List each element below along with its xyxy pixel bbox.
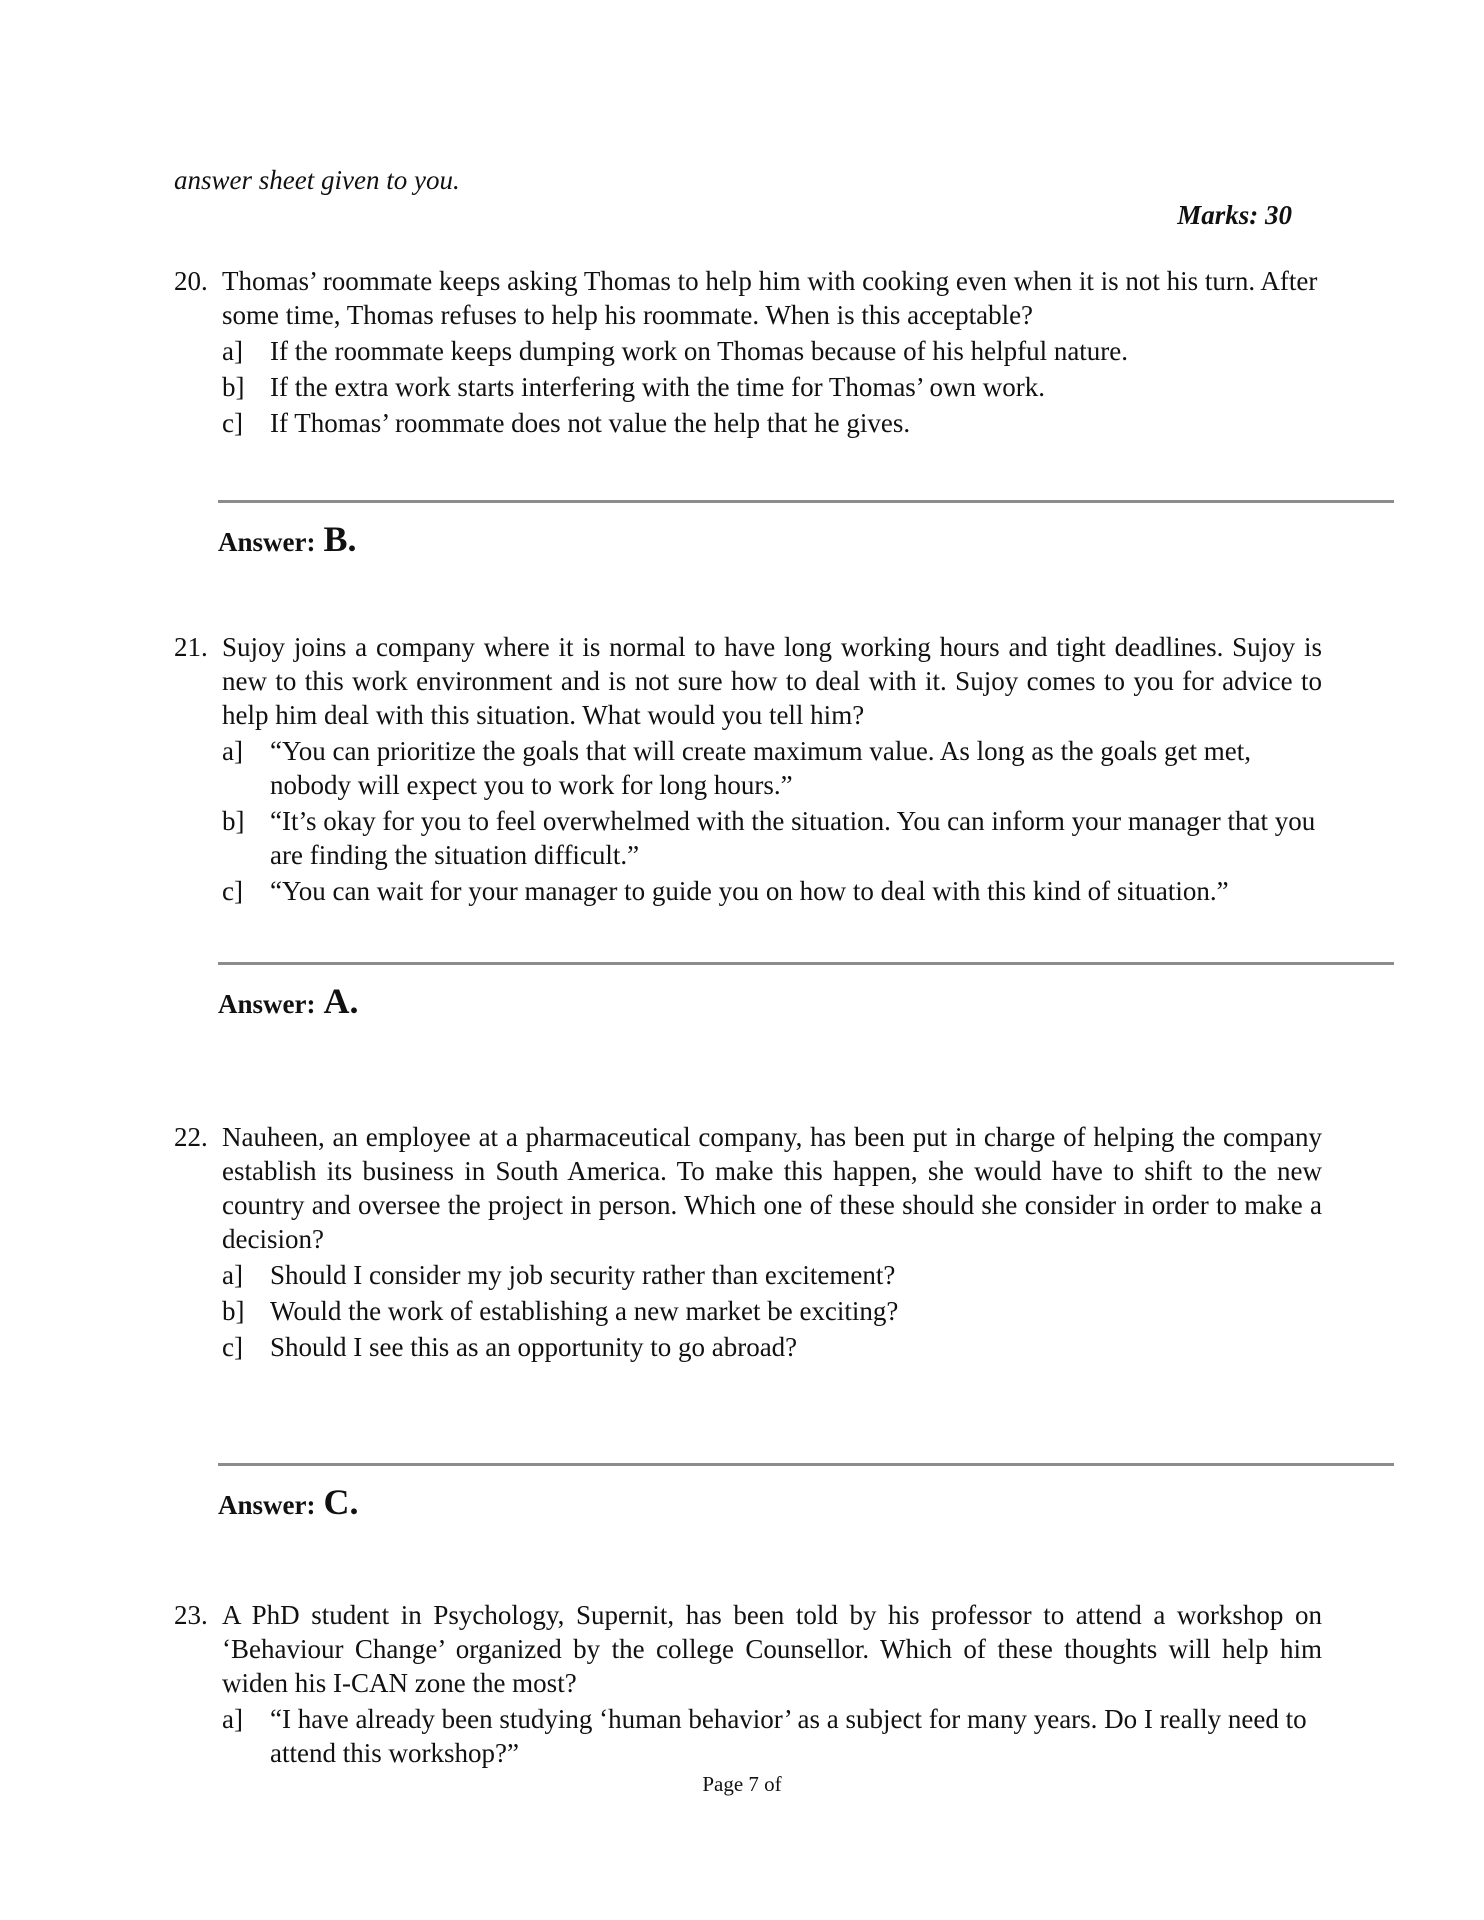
answer-label: Answer: [218, 1490, 316, 1520]
option-letter: b] [222, 372, 245, 402]
question-22 [174, 1120, 1322, 1366]
page-footer: Page 7 of [702, 1772, 782, 1796]
option-text: “You can prioritize the goals that will create maximum value. As long as the goals get met, nobody will expect you to work for long hours.” [270, 736, 1252, 800]
answer-22 [218, 1481, 358, 1523]
answer-value: C. [323, 1482, 359, 1522]
question-text: A PhD student in Psychology, Supernit, has been told by his professor to attend a workshop on ‘Behaviour Change’ organized by the college Counsellor. Which of these thoughts will help him widen his I-CAN zone the most? [222, 1600, 1322, 1698]
answer-label: Answer: [218, 989, 316, 1019]
option-text: Should I consider my job security rather than excitement? [270, 1260, 896, 1290]
question-text: Nauheen, an employee at a pharmaceutical company, has been put in charge of helping the company establish its business in South America. To make this happen, she would have to shift to the new country and oversee the project in person. Which one of these should she consider in order to make a decision? [222, 1122, 1322, 1254]
option-text: If the extra work starts interfering with the time for Thomas’ own work. [270, 372, 1046, 402]
answer-value: A. [323, 981, 359, 1021]
option-b [222, 804, 1322, 872]
option-text: If Thomas’ roommate does not value the help that he gives. [270, 408, 911, 438]
option-letter: a] [222, 336, 243, 366]
option-text: Would the work of establishing a new market be exciting? [270, 1296, 899, 1326]
option-letter: c] [222, 408, 243, 438]
question-20 [174, 264, 1322, 442]
option-a [222, 1258, 1322, 1292]
answer-divider [218, 500, 1394, 503]
question-text: Sujoy joins a company where it is normal to have long working hours and tight deadlines. Sujoy is new to this work environment and is not sure how to deal with it. Sujoy comes to you for advice to help him deal with this situation. What would you tell him? [222, 632, 1322, 730]
option-letter: a] [222, 1260, 243, 1290]
question-23 [174, 1598, 1322, 1772]
question-number: 22. [174, 1122, 208, 1152]
options-list [222, 1258, 1322, 1364]
answer-divider [218, 1463, 1394, 1466]
question-number: 23. [174, 1600, 208, 1630]
option-b [222, 370, 1322, 404]
marks-label: Marks: 30 [1177, 200, 1292, 230]
option-letter: c] [222, 876, 243, 906]
question-21 [174, 630, 1322, 910]
option-text: “It’s okay for you to feel overwhelmed with the situation. You can inform your manager that you are finding the situation difficult.” [270, 806, 1316, 870]
option-text: “You can wait for your manager to guide you on how to deal with this kind of situation.” [270, 876, 1229, 906]
question-number: 21. [174, 632, 208, 662]
answer-21 [218, 980, 358, 1022]
option-text: Should I see this as an opportunity to go abroad? [270, 1332, 798, 1362]
options-list [222, 1702, 1322, 1770]
option-text: If the roommate keeps dumping work on Thomas because of his helpful nature. [270, 336, 1129, 366]
answer-label: Answer: [218, 527, 316, 557]
option-b [222, 1294, 1322, 1328]
option-c [222, 406, 1322, 440]
option-text: “I have already been studying ‘human behavior’ as a subject for many years. Do I really need to attend this workshop?” [270, 1704, 1307, 1768]
question-text: Thomas’ roommate keeps asking Thomas to help him with cooking even when it is not his turn. After some time, Thomas refuses to help his roommate. When is this acceptable? [222, 266, 1318, 330]
option-c [222, 874, 1322, 908]
options-list [222, 734, 1322, 908]
option-a [222, 1702, 1322, 1770]
answer-divider [218, 962, 1394, 965]
option-letter: b] [222, 1296, 245, 1326]
option-c [222, 1330, 1322, 1364]
option-a [222, 334, 1322, 368]
question-number: 20. [174, 266, 208, 296]
option-letter: a] [222, 736, 243, 766]
options-list [222, 334, 1322, 440]
option-letter: b] [222, 806, 245, 836]
intro-text: answer sheet given to you. [174, 165, 460, 195]
option-letter: c] [222, 1332, 243, 1362]
option-a [222, 734, 1322, 802]
option-letter: a] [222, 1704, 243, 1734]
answer-20 [218, 518, 357, 560]
answer-value: B. [323, 519, 357, 559]
